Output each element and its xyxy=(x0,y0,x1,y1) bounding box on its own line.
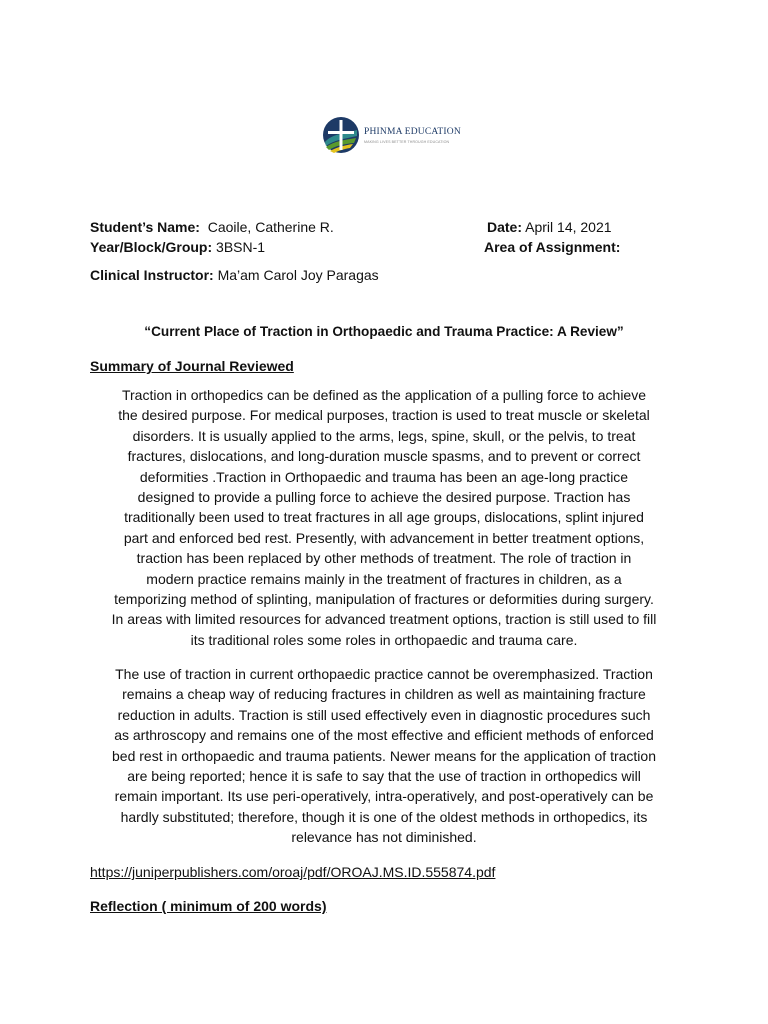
paragraph-line: part and enforced bed rest. Presently, with advancement in better treatment options, xyxy=(123,529,645,546)
date-row xyxy=(487,219,612,235)
paragraph-line: reduction in adults. Traction is still used effectively even in diagnostic procedures such xyxy=(117,706,651,723)
area-of-assignment-label: Area of Assignment: xyxy=(484,239,621,255)
paragraph-line: modern practice remains mainly in the treatment of fractures in children, as a xyxy=(146,570,622,587)
source-url-link[interactable]: https://juniperpublishers.com/oroaj/pdf/OROAJ.MS.ID.555874.pdf xyxy=(90,864,496,880)
student-name-label: Student’s Name: xyxy=(90,219,200,235)
document-title: “Current Place of Traction in Orthopaedic and Trauma Practice: A Review” xyxy=(144,324,624,339)
clinical-instructor-value: Ma’am Carol Joy Paragas xyxy=(217,267,379,283)
paragraph-line: relevance has not diminished. xyxy=(291,829,477,846)
logo-tagline: MAKING LIVES BETTER THROUGH EDUCATION xyxy=(364,140,450,144)
phinma-emblem-icon xyxy=(320,114,362,160)
paragraph-line: as arthroscopy and remains one of the most effective and efficient methods of enforced xyxy=(114,727,654,744)
reflection-heading: Reflection ( minimum of 200 words) xyxy=(90,898,327,914)
paragraph-line: traditionally been used to treat fractures in all age groups, dislocations, splint injured xyxy=(124,509,644,526)
paragraph-line: remain important. Its use peri-operatively, intra-operatively, and post-operatively can be xyxy=(114,788,654,805)
date-value: April 14, 2021 xyxy=(525,219,612,235)
paragraph-line: disorders. It is usually applied to the arms, legs, spine, skull, or the pelvis, to treat xyxy=(132,427,636,444)
paragraph-line: In areas with limited resources for advanced treatment options, traction is still used to fill xyxy=(111,611,657,628)
paragraph-line: the desired purpose. For medical purposes, traction is used to treat muscle or skeletal xyxy=(118,407,650,424)
paragraph-line: bed rest in orthopaedic and trauma patients. Newer means for the application of traction xyxy=(112,747,656,764)
paragraph-line: fractures, dislocations, and long-duration muscle spasms, and to prevent or correct xyxy=(127,448,641,465)
summary-paragraph-1 xyxy=(88,385,680,650)
paragraph-line: deformities .Traction in Orthopaedic and trauma has been an age-long practice xyxy=(139,468,629,485)
clinical-instructor-label: Clinical Instructor: xyxy=(90,267,214,283)
year-block-group-row xyxy=(90,239,265,255)
paragraph-line: remains a cheap way of reducing fractures in children as well as maintaining fracture xyxy=(122,686,646,703)
paragraph-line: temporizing method of splinting, manipulation of fractures or deformities during surgery. xyxy=(114,591,654,608)
clinical-instructor-row xyxy=(90,267,379,283)
paragraph-line: are being reported; hence it is safe to say that the use of traction in orthopedics will xyxy=(127,768,641,785)
student-name-row xyxy=(90,219,334,235)
year-block-group-label: Year/Block/Group: xyxy=(90,239,213,255)
student-name-value: Caoile, Catherine R. xyxy=(207,219,334,235)
paragraph-line: Traction in orthopedics can be defined as the application of a pulling force to achieve xyxy=(121,387,647,403)
year-block-group-value: 3BSN-1 xyxy=(216,239,266,255)
summary-paragraph-2 xyxy=(88,664,680,848)
paragraph-line: designed to provide a pulling force to achieve the desired purpose. Traction has xyxy=(137,489,631,506)
summary-heading: Summary of Journal Reviewed xyxy=(90,358,294,374)
paragraph-line: its traditional roles some roles in orthopaedic and trauma care. xyxy=(190,631,578,648)
paragraph-line: The use of traction in current orthopaedic practice cannot be overemphasized. Traction xyxy=(115,666,653,682)
paragraph-line: hardly substituted; therefore, though it is one of the oldest methods in orthopedics, its xyxy=(120,808,648,825)
area-of-assignment-row xyxy=(484,239,620,255)
phinma-education-logo xyxy=(320,114,460,160)
date-label: Date: xyxy=(487,219,523,235)
logo-wordmark: PHINMA EDUCATION xyxy=(364,127,461,137)
paragraph-line: traction has been replaced by other methods of treatment. The role of traction in xyxy=(136,550,632,567)
